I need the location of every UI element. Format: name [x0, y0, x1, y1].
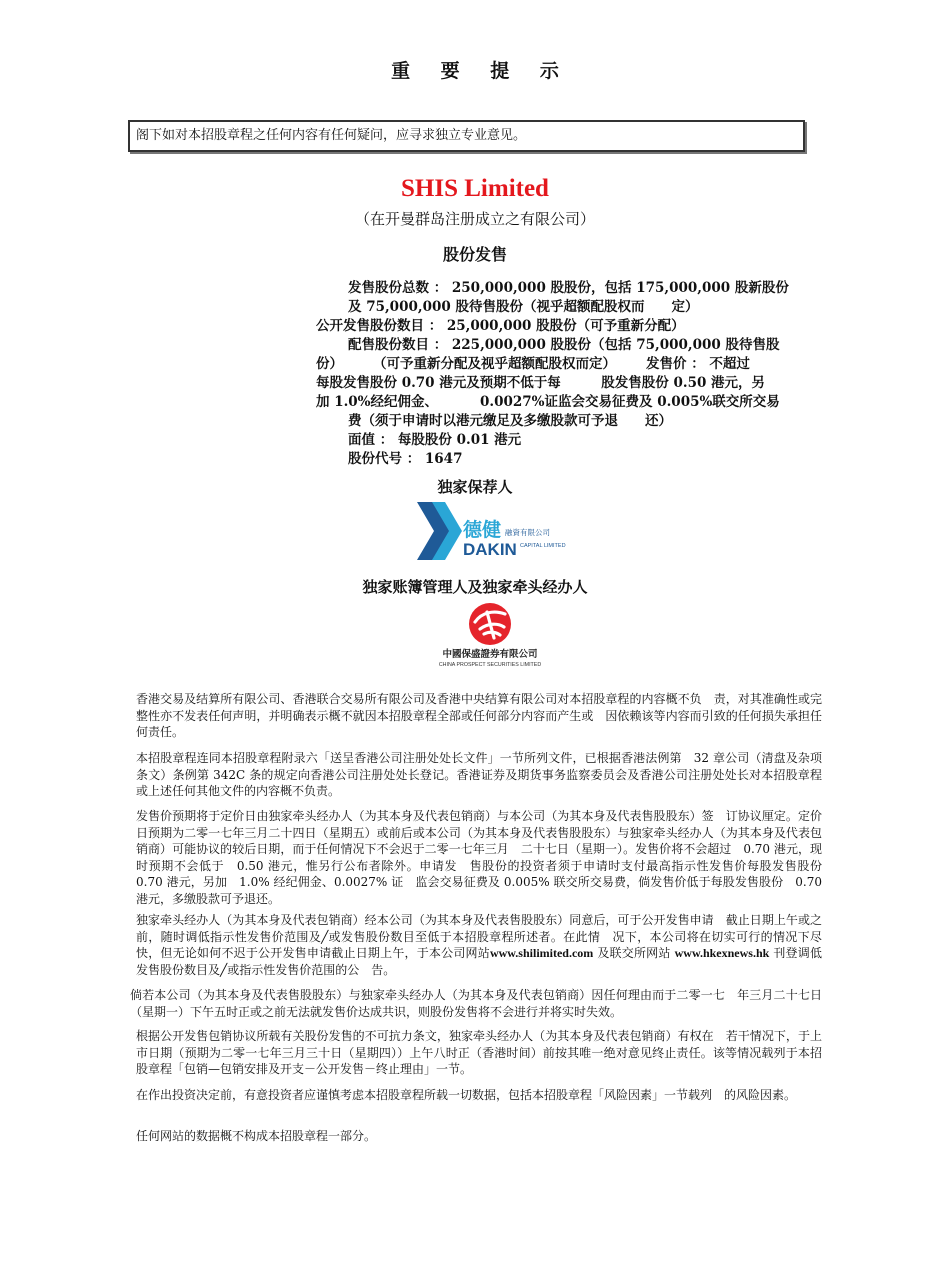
- placing-note: （可予重新分配及视乎超额配股权而定）: [373, 356, 616, 372]
- incorporation-note: （在开曼群岛注册成立之有限公司）: [354, 210, 595, 228]
- placing-price-line: [316, 355, 821, 374]
- public-offer-line: 公开发售股份数目 ： 25,000,000 股股份（可予重新分配）: [316, 318, 685, 334]
- placing-line: 配售股份数目 ： 225,000,000 股股份（包括 75,000,000 股待售股: [348, 337, 780, 353]
- hkex-website-link[interactable]: www.hkexnews.hk: [674, 946, 770, 960]
- bookrunner-label: 独家账簿管理人及独家牵头经办人: [362, 578, 588, 596]
- dakin-en-sub: CAPITAL LIMITED: [520, 543, 566, 549]
- notice-text: 阁下如对本招股章程之任何内容有任何疑问，应寻求独立专业意见。: [136, 128, 527, 143]
- levy-fees: 0.0027%证监会交易征费及 0.005%联交所交易: [480, 394, 780, 410]
- force-majeure-paragraph: 根据公开发售包销协议所载有关股份发售的不可抗力条文，独家牵头经办人（为其本身及代表包销商）有权在 若干情况下，于上市日期（预期为二零一七年三月三十日（星期四））上午八时正（香港时间）前按其唯一绝对意见终止责任。该等情况载列于本招股章程「包销—包销安排及开支－公开发售－终止理由」一节。: [136, 1029, 822, 1076]
- price-reduction-paragraph: [136, 912, 822, 978]
- prospect-en-name: CHINA PROSPECT SECURITIES LIMITED: [438, 662, 542, 668]
- price-reduction-end: 刊登调低发售股份数目及╱或指示性发售价范围的公 告。: [136, 946, 822, 977]
- offer-price-label: 发售价 ： 不超过: [646, 356, 750, 372]
- brokerage-fee: 加 1.0%经纪佣金、: [316, 394, 439, 410]
- website-disclaimer: 任何网站的数据概不构成本招股章程一部分。: [136, 1129, 377, 1143]
- placing-line-end: 份）: [316, 356, 343, 372]
- dakin-cn-name: 德健: [463, 519, 502, 541]
- dakin-cn-sub: 融資有限公司: [505, 528, 550, 537]
- important-notice-box: [128, 120, 805, 152]
- china-prospect-logo: [420, 602, 560, 670]
- prospect-cn-name: 中國保盛證券有限公司: [442, 649, 538, 660]
- offer-total-line: 发售股份总数 ： 250,000,000 股股份，包括 175,000,000 股新股份: [348, 280, 789, 296]
- fees-line: [316, 393, 821, 412]
- offer-total-line-cont: 及 75,000,000 股待售股份（视乎超额配股权而 定）: [348, 299, 699, 315]
- company-website-link[interactable]: www.shilimited.com: [489, 946, 594, 960]
- dakin-capital-logo: [417, 500, 577, 562]
- offer-title: 股份发售: [442, 245, 507, 264]
- lapse-paragraph: 倘若本公司（为其本身及代表售股股东）与独家牵头经办人（为其本身及代表包销商）因任何理由而于二零一七 年三月二十七日（星期一）下午五时正或之前无法就发售价达成共识，则股份发售将不会进行并将实时失效。: [130, 988, 822, 1019]
- pricing-paragraph: 发售价预期将于定价日由独家牵头经办人（为其本身及代表包销商）与本公司（为其本身及代表售股股东）签 订协议厘定。定价日预期为二零一七年三月二十四日（星期五）或前后或本公司（为其本身及代表售股股东）与独家牵头经办人（为其本身及代表包销商）可能协议的较后日期，而于任何情况下不会迟于二零一七年三月 二十七日（星期一）。发售价将不会超过 0.70 港元，现时预期不会低于 0.50 港元，惟另行公布者除外。申请发 售股份的投资者须于申请时支付最高指示性发售价每股发售股份 0.70 港元，另加 1.0% 经纪佣金、0.0027% 证 监会交易征费及 0.005% 联交所交易费，倘发售价低于每股发售股份 0.70 港元，多缴股款可予退还。: [136, 809, 835, 906]
- registration-paragraph: 本招股章程连同本招股章程附录六「送呈香港公司注册处处长文件」一节所列文件，已根据香港法例第 32 章公司（清盘及杂项条文）条例第 342C 条的规定向香港公司注册处处长登记。香港证券及期货事务监察委员会及香港公司注册处处长对本招股章程或上述任何其他文件的内容概不负责。: [136, 751, 822, 798]
- sponsor-label: 独家保荐人: [437, 478, 513, 496]
- page-heading: 重 要 提 示: [391, 60, 571, 82]
- stock-code-line: 股份代号 ： 1647: [348, 451, 463, 467]
- company-name: SHIS Limited: [401, 175, 549, 202]
- offer-terms: [316, 279, 821, 469]
- disclaimer-paragraph: 香港交易及结算所有限公司、香港联合交易所有限公司及香港中央结算有限公司对本招股章程的内容概不负 责，对其准确性或完整性亦不发表任何声明，并明确表示概不就因本招股章程全部或任何部分内容而产生或 因依赖该等内容而引致的任何损失承担任何责任。: [136, 692, 822, 739]
- price-reduction-mid: 及联交所网站: [597, 946, 671, 960]
- price-reduction-text: 独家牵头经办人（为其本身及代表包销商）经本公司（为其本身及代表售股股东）同意后，可于公开发售申请 截止日期上午或之前，随时调低指示性发售价范围及╱或发售股份数目至低于本招股章程所述者。在此情 况下，本公司将在切实可行的情况下尽快，但无论如何不迟于公开发售申请截止日期上午，于本公司网站: [136, 913, 822, 960]
- fees-line-cont: 费（须于申请时以港元缴足及多缴股款可予退 还）: [348, 413, 672, 429]
- offer-price-line: 每股发售股份 0.70 港元及预期不低于每 股发售股份 0.50 港元，另: [316, 375, 766, 391]
- nominal-value-line: 面值 ： 每股股份 0.01 港元: [348, 432, 522, 448]
- risk-factors-paragraph: 在作出投资决定前，有意投资者应谨慎考虑本招股章程所载一切数据，包括本招股章程「风险因素」一节载列 的风险因素。: [136, 1088, 797, 1102]
- dakin-en-name: DAKIN: [463, 540, 517, 559]
